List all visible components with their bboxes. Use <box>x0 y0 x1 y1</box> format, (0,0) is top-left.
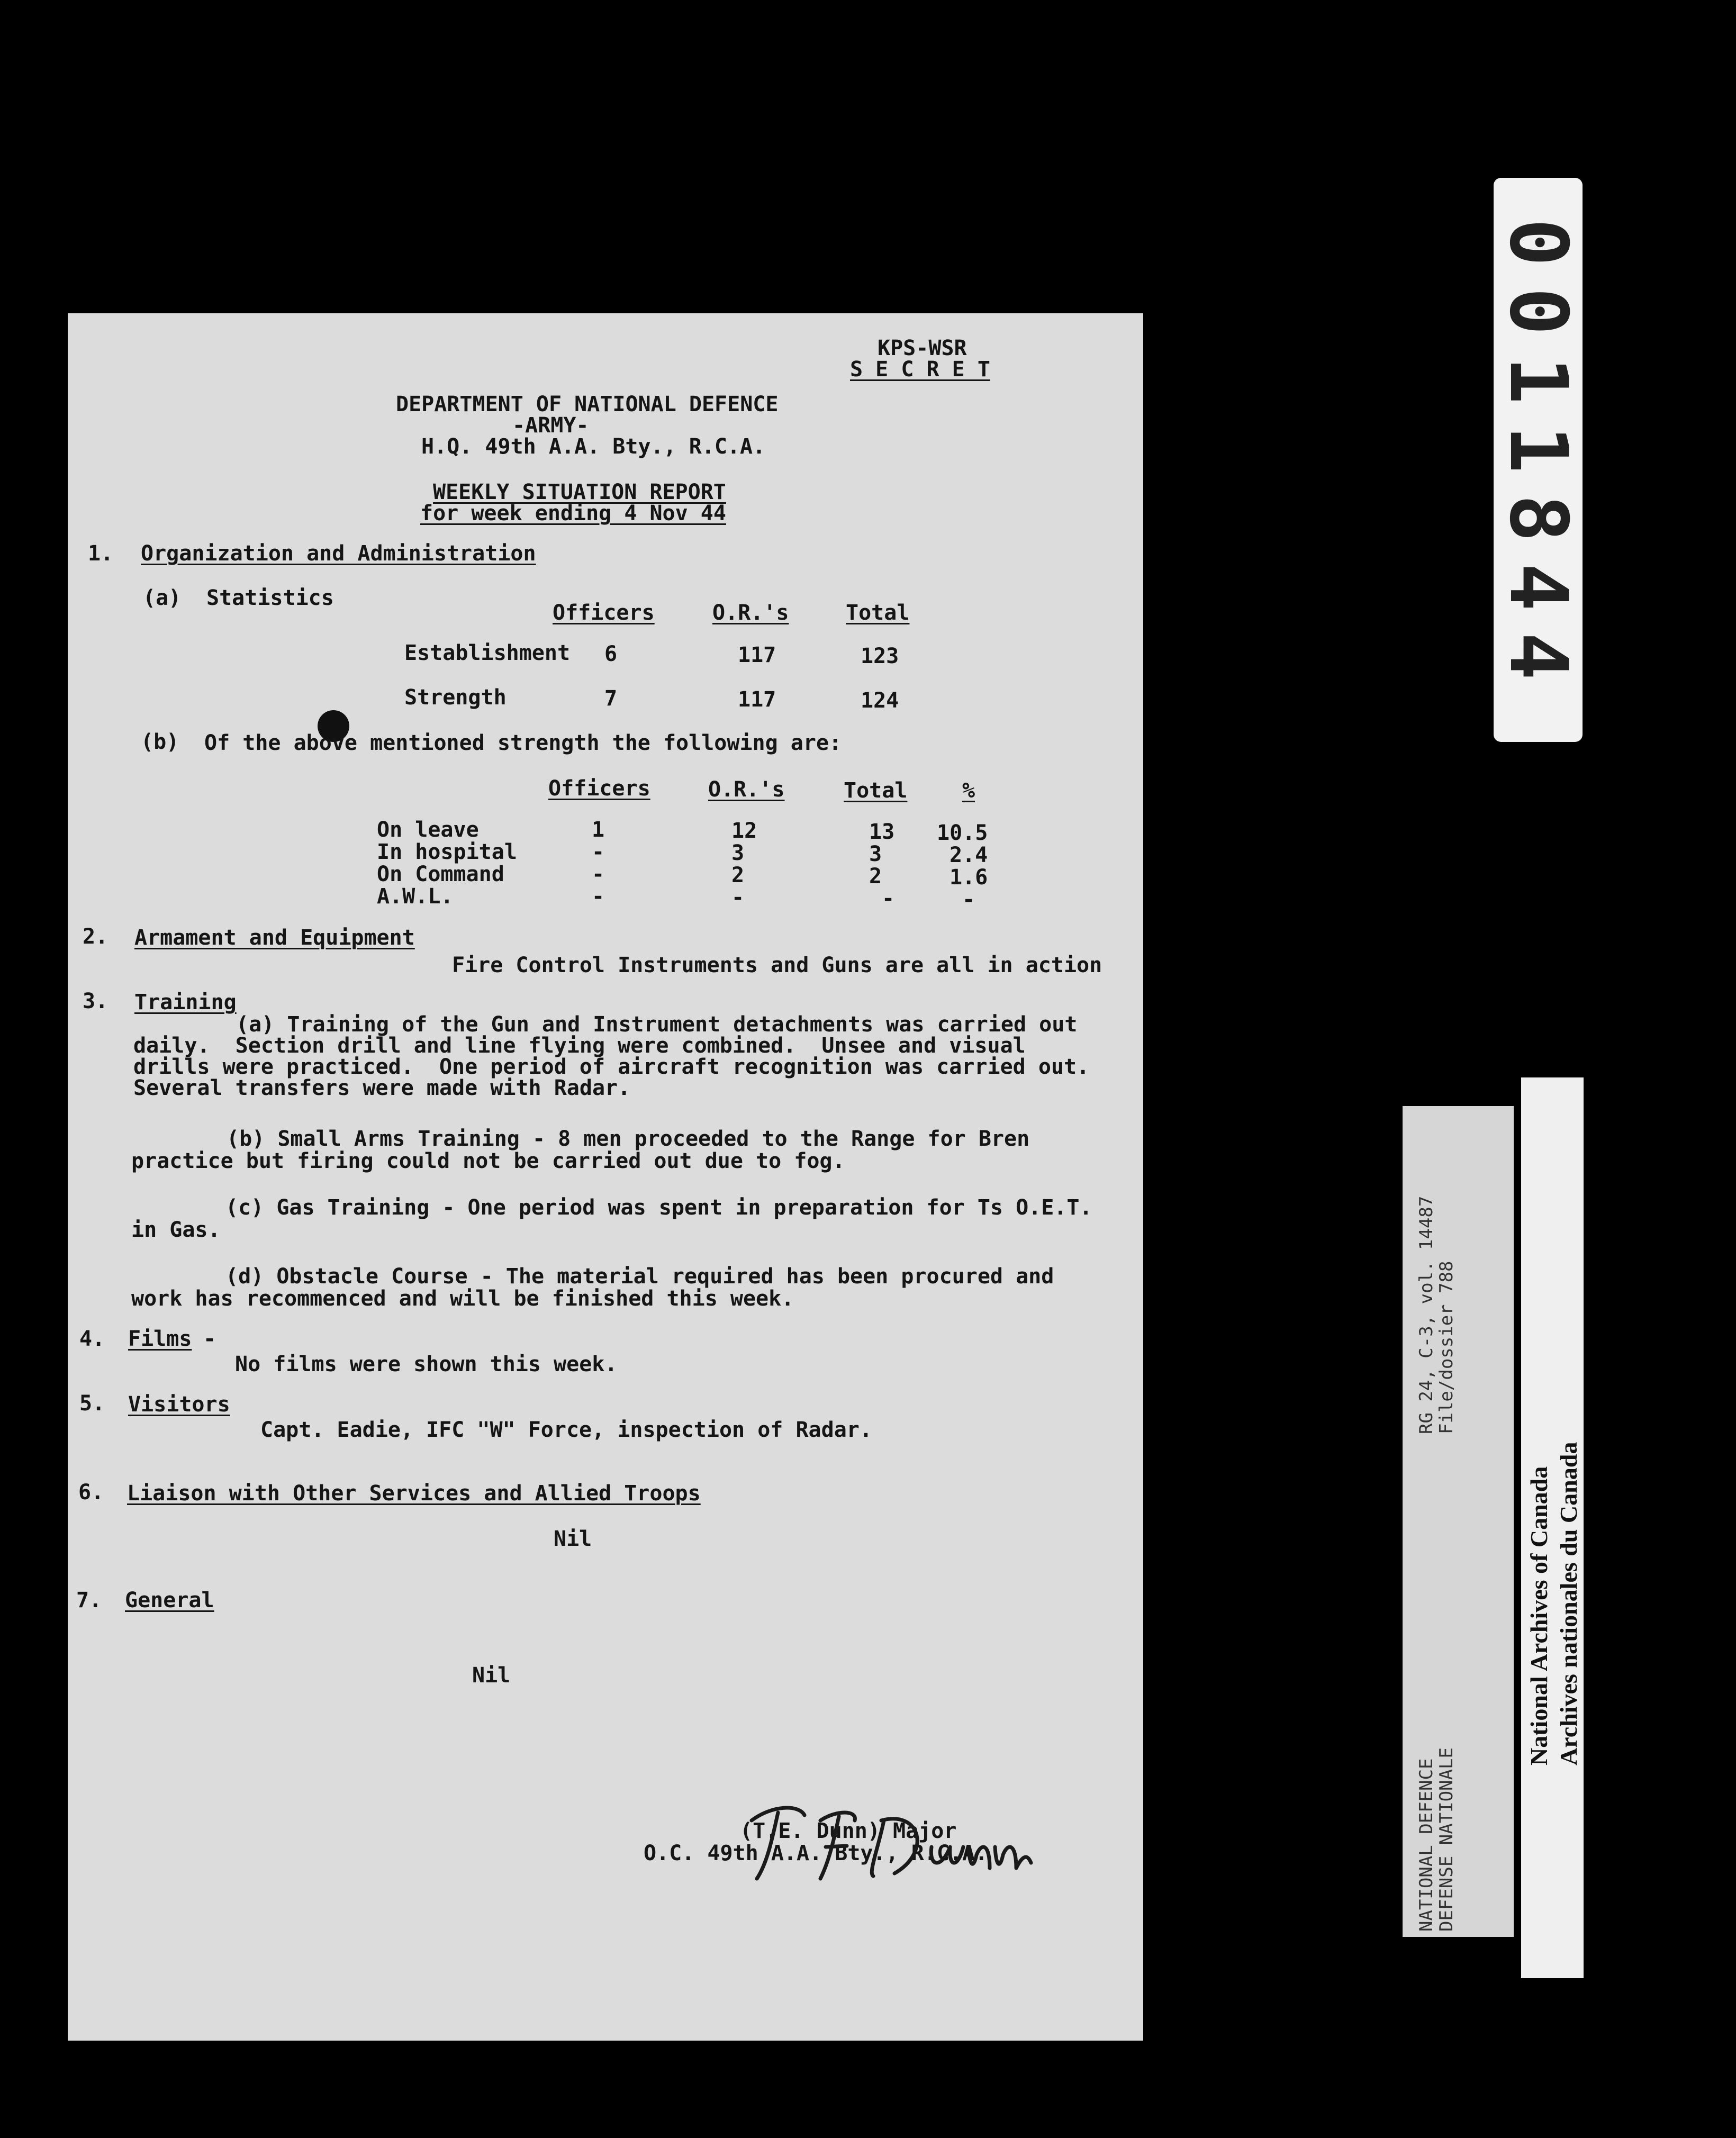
row-label: In hospital <box>377 840 517 864</box>
training-a-line: drills were practiced. One period of aircraft recognition was carried out. <box>133 1055 1090 1079</box>
col-ors: O.R.'s <box>712 601 789 625</box>
branch-name: -ARMY- <box>512 413 589 438</box>
section5-number: 5. <box>79 1391 105 1416</box>
strength-total: 124 <box>861 688 899 713</box>
row-ors: 12 <box>731 819 757 843</box>
b-col-officers: Officers <box>548 776 650 801</box>
row-ors: - <box>731 885 745 910</box>
row-officers: - <box>592 884 605 909</box>
section4-dash: - <box>203 1327 216 1351</box>
row-officers: - <box>592 840 605 864</box>
frame-number: 0011844 <box>1492 218 1584 702</box>
row-percent: 2.4 <box>950 843 988 867</box>
section1-heading: Organization and Administration <box>141 541 536 566</box>
section7-text: Nil <box>472 1663 511 1688</box>
b-col-percent: % <box>962 778 975 803</box>
section5-text: Capt. Eadie, IFC "W" Force, inspection of Radar. <box>260 1418 872 1442</box>
department-name: DEPARTMENT OF NATIONAL DEFENCE <box>396 392 779 416</box>
section2-heading: Armament and Equipment <box>134 926 415 950</box>
stats-title: Statistics <box>206 586 334 610</box>
row-total: 3 <box>869 842 882 866</box>
section2-text: Fire Control Instruments and Guns are all in action <box>452 953 1102 977</box>
strength-ors: 117 <box>738 687 776 712</box>
establishment-officers: 6 <box>604 642 618 666</box>
row-label: On Command <box>377 862 504 886</box>
document-page <box>68 313 1143 2041</box>
training-c-line: in Gas. <box>131 1218 221 1242</box>
training-a-line: Several transfers were made with Radar. <box>133 1076 631 1100</box>
stats-label: (a) <box>143 586 182 610</box>
row-total: 2 <box>869 864 882 889</box>
establishment-total: 123 <box>861 644 899 668</box>
section3-heading: Training <box>134 990 237 1014</box>
b-col-ors: O.R.'s <box>708 777 785 802</box>
row-ors: 3 <box>731 841 745 865</box>
section5-heading: Visitors <box>128 1392 230 1417</box>
reference-code: KPS-WSR <box>878 336 967 360</box>
col-officers: Officers <box>553 601 655 625</box>
section3-number: 3. <box>83 989 108 1013</box>
classification: S E C R E T <box>850 357 990 382</box>
col-total: Total <box>846 601 910 625</box>
establishment-ors: 117 <box>738 643 776 667</box>
report-title: WEEKLY SITUATION REPORT <box>433 480 726 504</box>
report-subtitle: for week ending 4 Nov 44 <box>420 501 726 526</box>
row-label: A.W.L. <box>377 884 454 909</box>
strength-officers: 7 <box>604 686 618 711</box>
archive-reference-line: RG 24, C-3, vol. 14487 <box>1416 1195 1437 1434</box>
strength-label: Strength <box>404 685 507 710</box>
row-officers: - <box>592 862 605 886</box>
row-label: On leave <box>377 818 479 842</box>
frame-number-strip <box>1494 178 1583 742</box>
department-line: NATIONAL DEFENCE <box>1416 1758 1437 1932</box>
row-total: - <box>882 886 895 911</box>
signatory-title: O.C. 49th A.A. Bty., R.C.A. <box>644 1841 988 1865</box>
signatory-name: (T.E. Dunn) Major <box>740 1819 957 1843</box>
row-percent: 10.5 <box>937 821 988 845</box>
national-archives-label <box>1521 1077 1584 1978</box>
b-col-total: Total <box>844 778 908 803</box>
section4-heading: Films <box>128 1327 192 1351</box>
archive-name-fr: Archives nationales du Canada <box>1555 1442 1582 1765</box>
section7-number: 7. <box>76 1588 102 1612</box>
breakdown-text: Of the above mentioned strength the following are: <box>204 731 842 755</box>
section6-text: Nil <box>554 1527 592 1551</box>
row-percent: - <box>962 887 975 912</box>
signature-image <box>741 1789 1037 1895</box>
section6-number: 6. <box>78 1480 104 1505</box>
row-total: 13 <box>869 820 895 844</box>
section6-heading: Liaison with Other Services and Allied Troops <box>127 1481 701 1506</box>
section4-text: No films were shown this week. <box>235 1352 618 1376</box>
archive-reference-label <box>1403 1106 1514 1937</box>
row-officers: 1 <box>592 818 605 842</box>
archive-name-en: National Archives of Canada <box>1525 1466 1552 1765</box>
establishment-label: Establishment <box>404 641 571 665</box>
training-d-line: (d) Obstacle Course - The material required has been procured and <box>225 1264 1054 1289</box>
training-a-line: daily. Section drill and line flying were combined. Unsee and visual <box>133 1034 1026 1058</box>
training-b-line: (b) Small Arms Training - 8 men proceeded to the Range for Bren <box>227 1127 1030 1151</box>
training-d-line: work has recommenced and will be finished this week. <box>131 1287 794 1311</box>
section4-number: 4. <box>79 1327 105 1351</box>
section2-number: 2. <box>83 925 108 949</box>
training-a-line: (a) Training of the Gun and Instrument detachments was carried out <box>236 1012 1078 1037</box>
breakdown-label: (b) <box>141 730 179 754</box>
training-b-line: practice but firing could not be carried out due to fog. <box>131 1149 845 1173</box>
section7-heading: General <box>125 1588 214 1612</box>
unit-name: H.Q. 49th A.A. Bty., R.C.A. <box>421 434 766 459</box>
archive-reference-line: File/dossier 788 <box>1436 1261 1457 1434</box>
training-c-line: (c) Gas Training - One period was spent in preparation for Ts O.E.T. <box>225 1195 1092 1220</box>
department-line: DEFENSE NATIONALE <box>1436 1747 1457 1932</box>
section1-number: 1. <box>88 541 114 566</box>
row-ors: 2 <box>731 863 745 887</box>
row-percent: 1.6 <box>950 865 988 890</box>
